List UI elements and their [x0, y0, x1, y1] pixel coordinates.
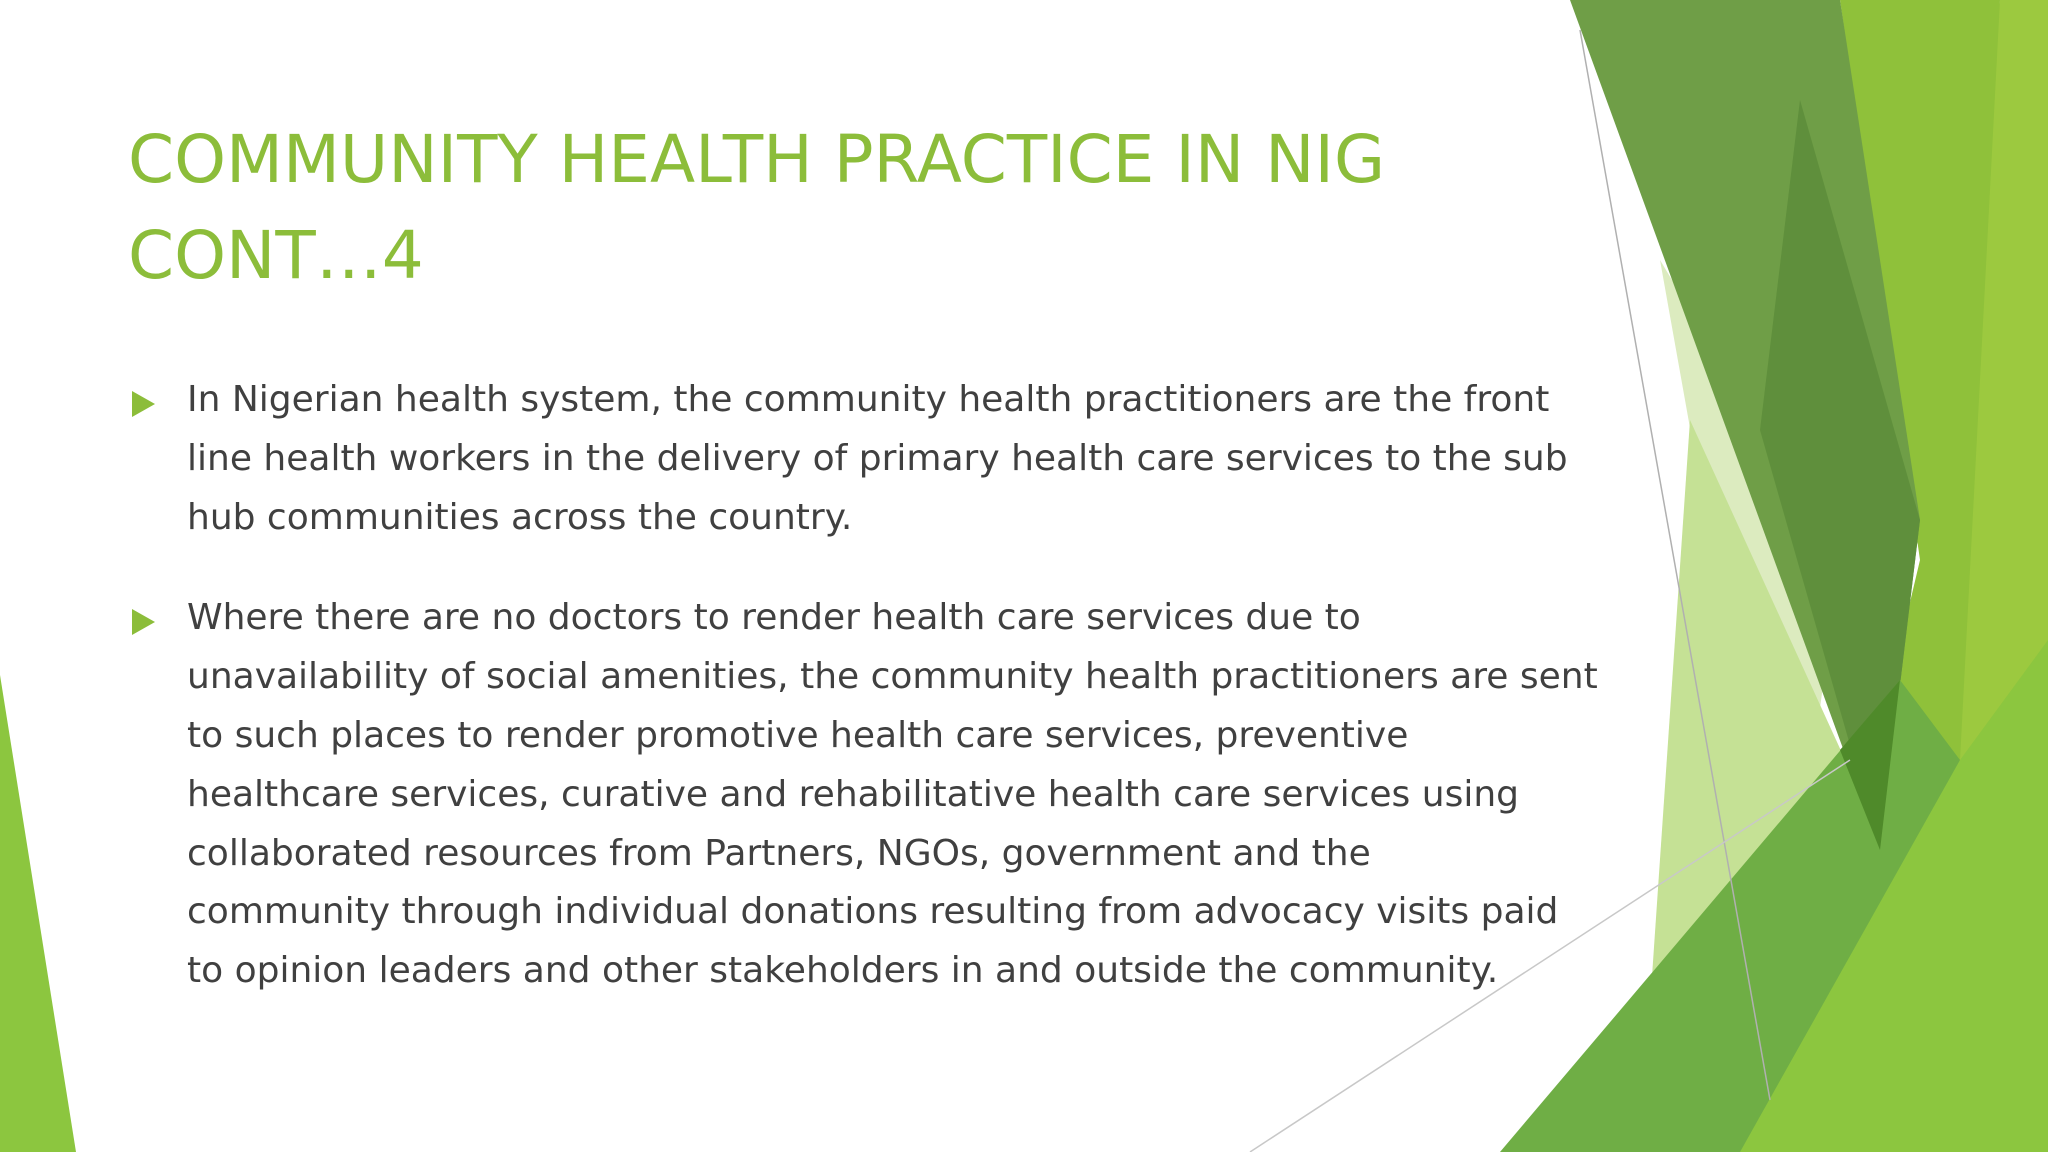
bullet-text-line: community through individual donations resulting from advocacy visits paid — [187, 891, 1559, 933]
slide-title-line-1: COMMUNITY HEALTH PRACTICE IN NIG — [128, 121, 1386, 198]
bullet-text-line: to opinion leaders and other stakeholders in and outside the community. — [187, 950, 1499, 992]
slide-title — [128, 112, 1548, 304]
bullet-text-line: hub communities across the country. — [187, 496, 853, 538]
bullet-text-line: to such places to render promotive health care services, preventive — [187, 714, 1409, 756]
bullet-text-line: In Nigerian health system, the community health practitioners are the front — [187, 379, 1550, 420]
bullet-text-line: unavailability of social amenities, the community health practitioners are sent — [187, 656, 1598, 698]
bullet-item — [128, 589, 1598, 1001]
bullet-text-line: collaborated resources from Partners, NGOs, government and the — [187, 832, 1371, 874]
bullet-item — [128, 371, 1568, 547]
triangle-right-icon — [132, 391, 155, 417]
bullet-text-line: line health workers in the delivery of primary health care services to the sub — [187, 437, 1568, 479]
triangle-right-icon — [132, 609, 155, 635]
bullet-text-line: Where there are no doctors to render health care services due to — [187, 597, 1361, 639]
bullet-text-line: healthcare services, curative and rehabilitative health care services using — [187, 773, 1519, 815]
bullet-list — [128, 371, 1598, 1043]
left-edge-triangle — [0, 675, 76, 1152]
slide-title-line-2: CONT…4 — [128, 217, 424, 294]
